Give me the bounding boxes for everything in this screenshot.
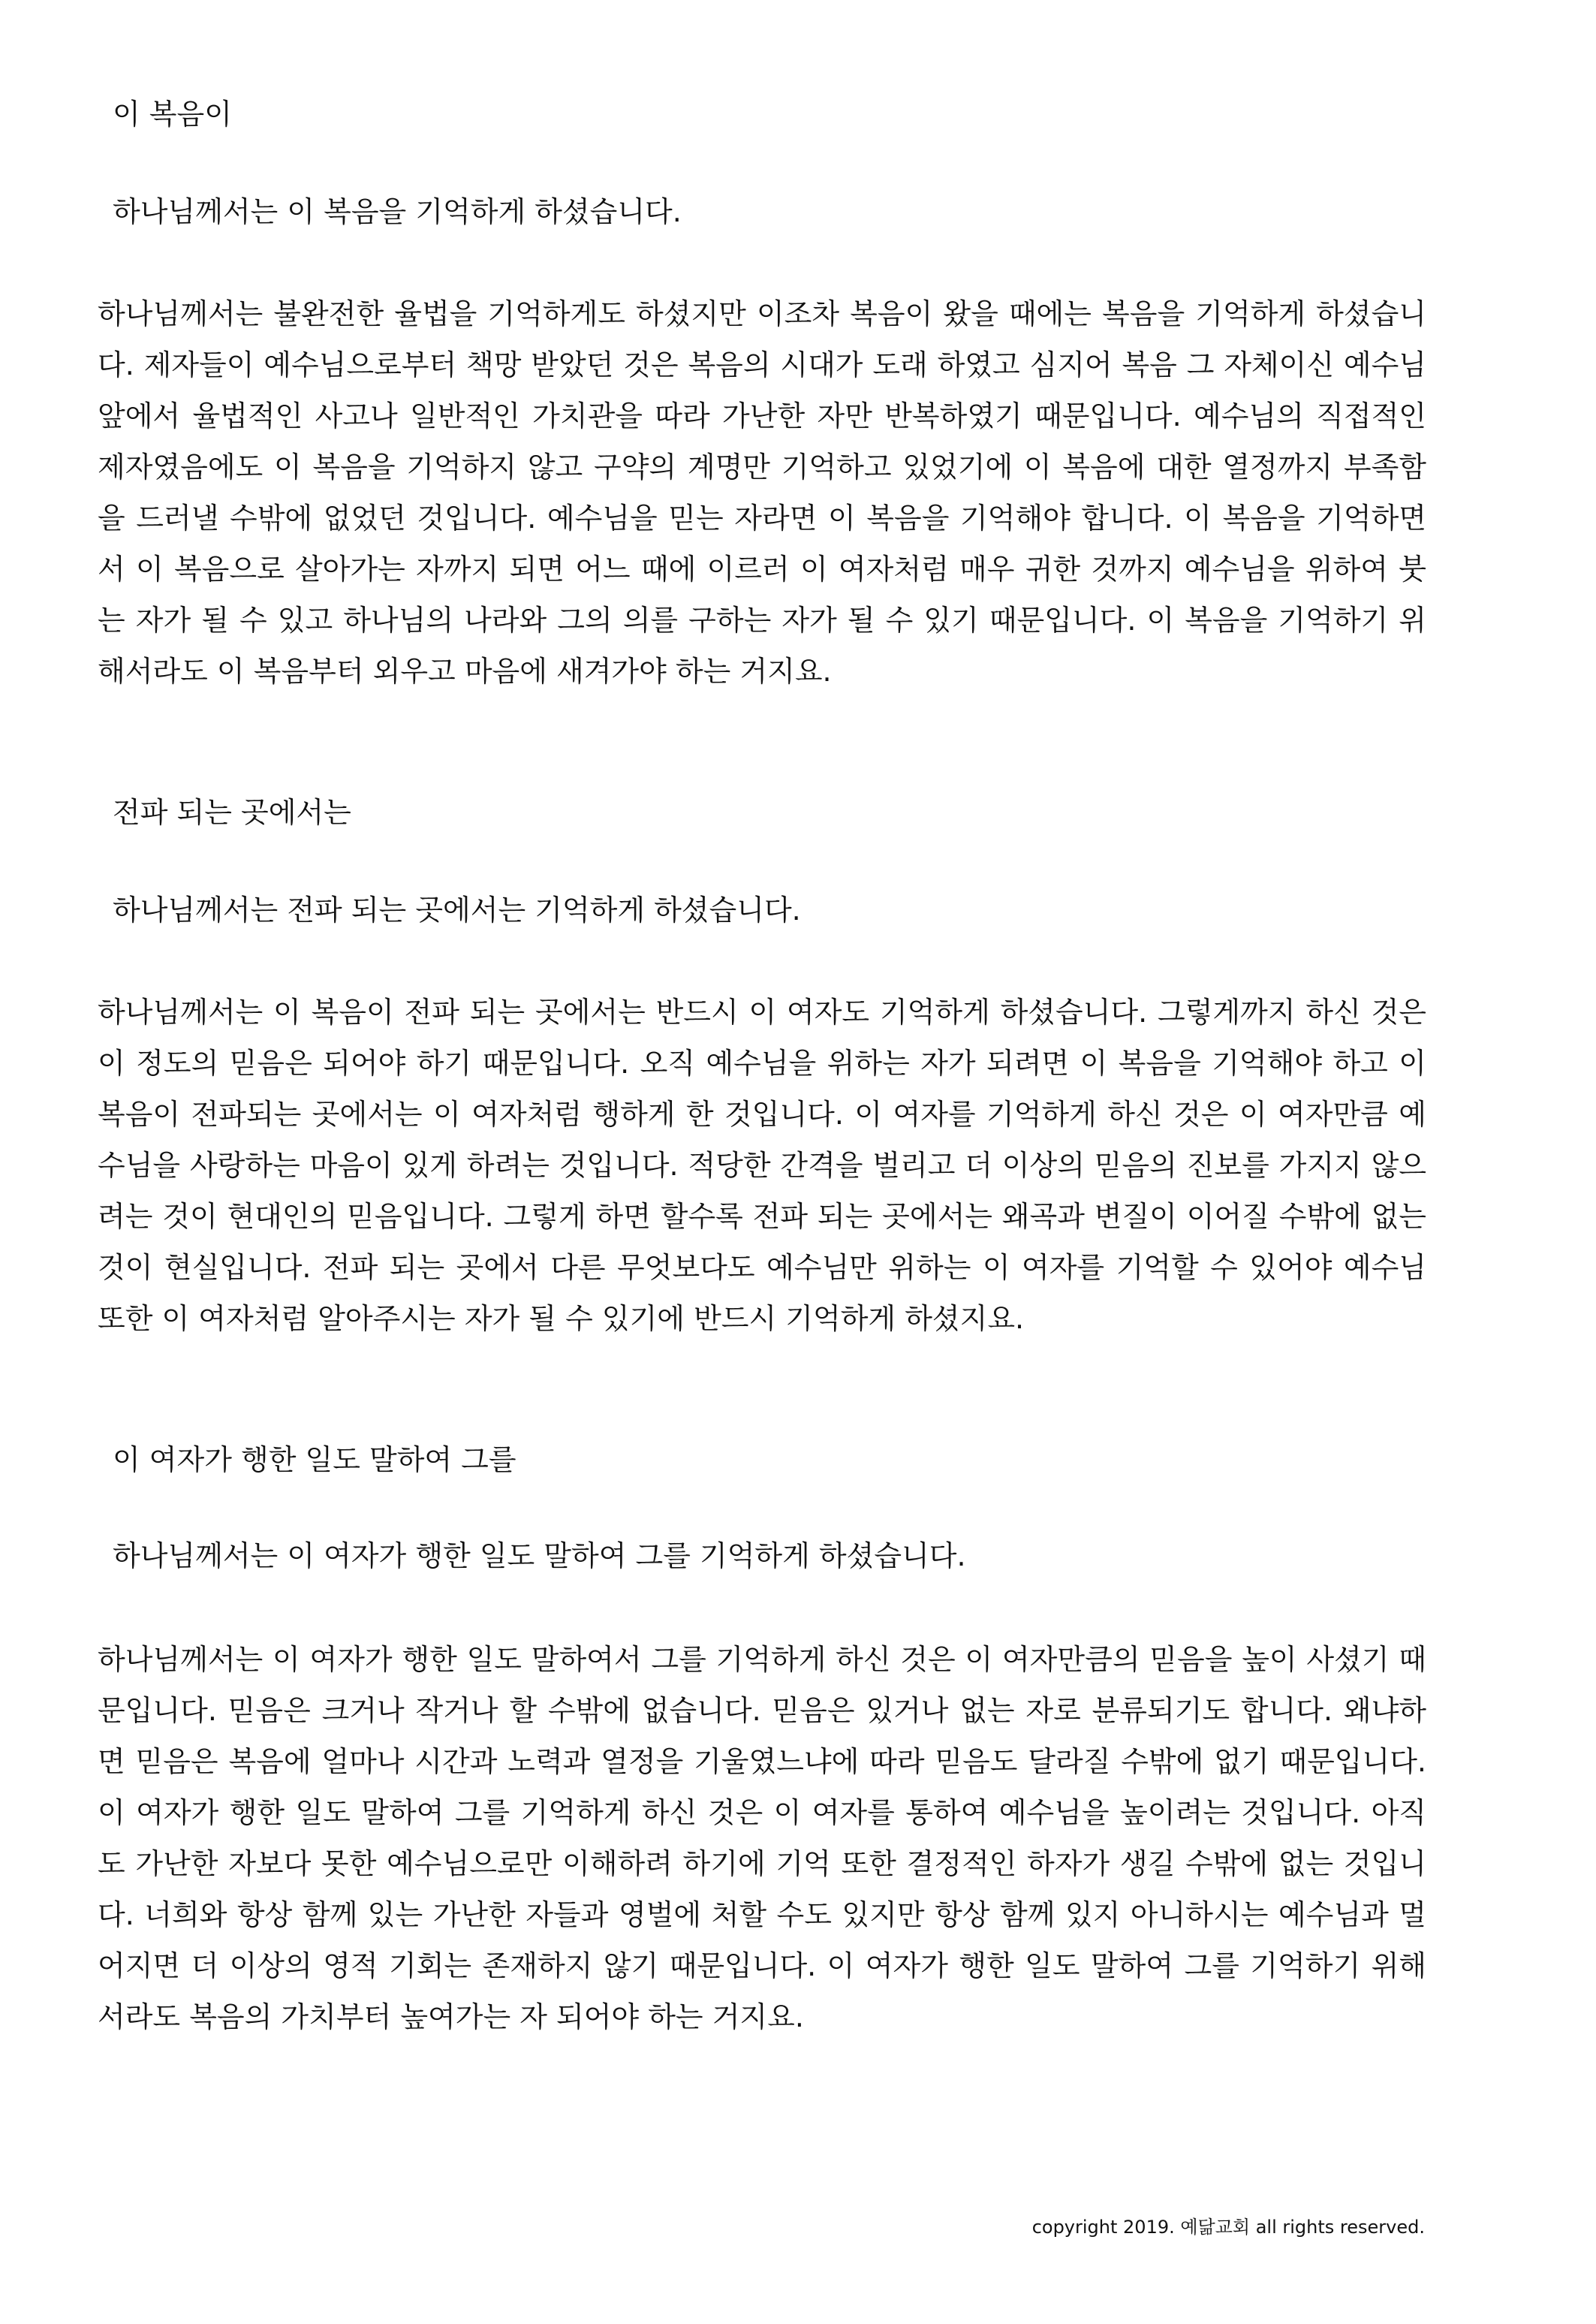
section-2-body: 하나님께서는 이 복음이 전파 되는 곳에서는 반드시 이 여자도 기억하게 하셨습니다. 그렇게까지 하신 것은 이 정도의 믿음은 되어야 하기 때문입니다. 오직 예수님을 위하는 자가 되려면 이 복음을 기억해야 하고 이 복음이 전파되는 곳에서는 이 여자처럼 행하게 한 것입니다. 이 여자를 기억하게 하신 것은 이 여자만큼 예수님을 사랑하는 마음이 있게 하려는 것입니다. 적당한 간격을 벌리고 더 이상의 믿음의 진보를 가지지 않으려는 것이 현대인의 믿음입니다. 그렇게 하면 할수록 전파 되는 곳에서는 왜곡과 변질이 이어질 수밖에 없는 것이 현실입니다. 전파 되는 곳에서 다른 무엇보다도 예수님만 위하는 이 여자를 기억할 수 있어야 예수님 또한 이 여자처럼 알아주시는 자가 될 수 있기에 반드시 기억하게 하셨지요.: [98, 996, 1426, 1335]
section-1-intro: 하나님께서는 이 복음을 기억하게 하셨습니다.: [113, 195, 682, 228]
copyright-footer: copyright 2019. 예닮교회 all rights reserved.: [1031, 2217, 1425, 2238]
section-1-heading: 이 복음이: [113, 98, 232, 131]
section-3-body: 하나님께서는 이 여자가 행한 일도 말하여서 그를 기억하게 하신 것은 이 여자만큼의 믿음을 높이 사셨기 때문입니다. 믿음은 크거나 작거나 할 수밖에 없습니다. 믿음은 있거나 없는 자로 분류되기도 합니다. 왜냐하면 믿음은 복음에 얼마나 시간과 노력과 열정을 기울였느냐에 따라 믿음도 달라질 수밖에 없기 때문입니다. 이 여자가 행한 일도 말하여 그를 기억하게 하신 것은 이 여자를 통하여 예수님을 높이려는 것입니다. 아직도 가난한 자보다 못한 예수님으로만 이해하려 하기에 기억 또한 결정적인 하자가 생길 수밖에 없는 것입니다. 너희와 항상 함께 있는 가난한 자들과 영벌에 처할 수도 있지만 항상 함께 있지 아니하시는 예수님과 멀어지면 더 이상의 영적 기회는 존재하지 않기 때문입니다. 이 여자가 행한 일도 말하여 그를 기억하기 위해서라도 복음의 가치부터 높여가는 자 되어야 하는 거지요.: [98, 1643, 1426, 2033]
section-3-intro: 하나님께서는 이 여자가 행한 일도 말하여 그를 기억하게 하셨습니다.: [113, 1539, 966, 1572]
section-2-heading: 전파 되는 곳에서는: [113, 796, 351, 829]
section-2-intro: 하나님께서는 전파 되는 곳에서는 기억하게 하셨습니다.: [113, 894, 801, 927]
section-3-heading: 이 여자가 행한 일도 말하여 그를: [113, 1443, 516, 1476]
section-1-body: 하나님께서는 불완전한 율법을 기억하게도 하셨지만 이조차 복음이 왔을 때에는 복음을 기억하게 하셨습니다. 제자들이 예수님으로부터 책망 받았던 것은 복음의 시대가 도래 하였고 심지어 복음 그 자체이신 예수님 앞에서 율법적인 사고나 일반적인 가치관을 따라 가난한 자만 반복하였기 때문입니다. 예수님의 직접적인 제자였음에도 이 복음을 기억하지 않고 구약의 계명만 기억하고 있었기에 이 복음에 대한 열정까지 부족함을 드러낼 수밖에 없었던 것입니다. 예수님을 믿는 자라면 이 복음을 기억해야 합니다. 이 복음을 기억하면서 이 복음으로 살아가는 자까지 되면 어느 때에 이르러 이 여자처럼 매우 귀한 것까지 예수님을 위하여 붓는 자가 될 수 있고 하나님의 나라와 그의 의를 구하는 자가 될 수 있기 때문입니다. 이 복음을 기억하기 위해서라도 이 복음부터 외우고 마음에 새겨가야 하는 거지요.: [98, 297, 1426, 688]
